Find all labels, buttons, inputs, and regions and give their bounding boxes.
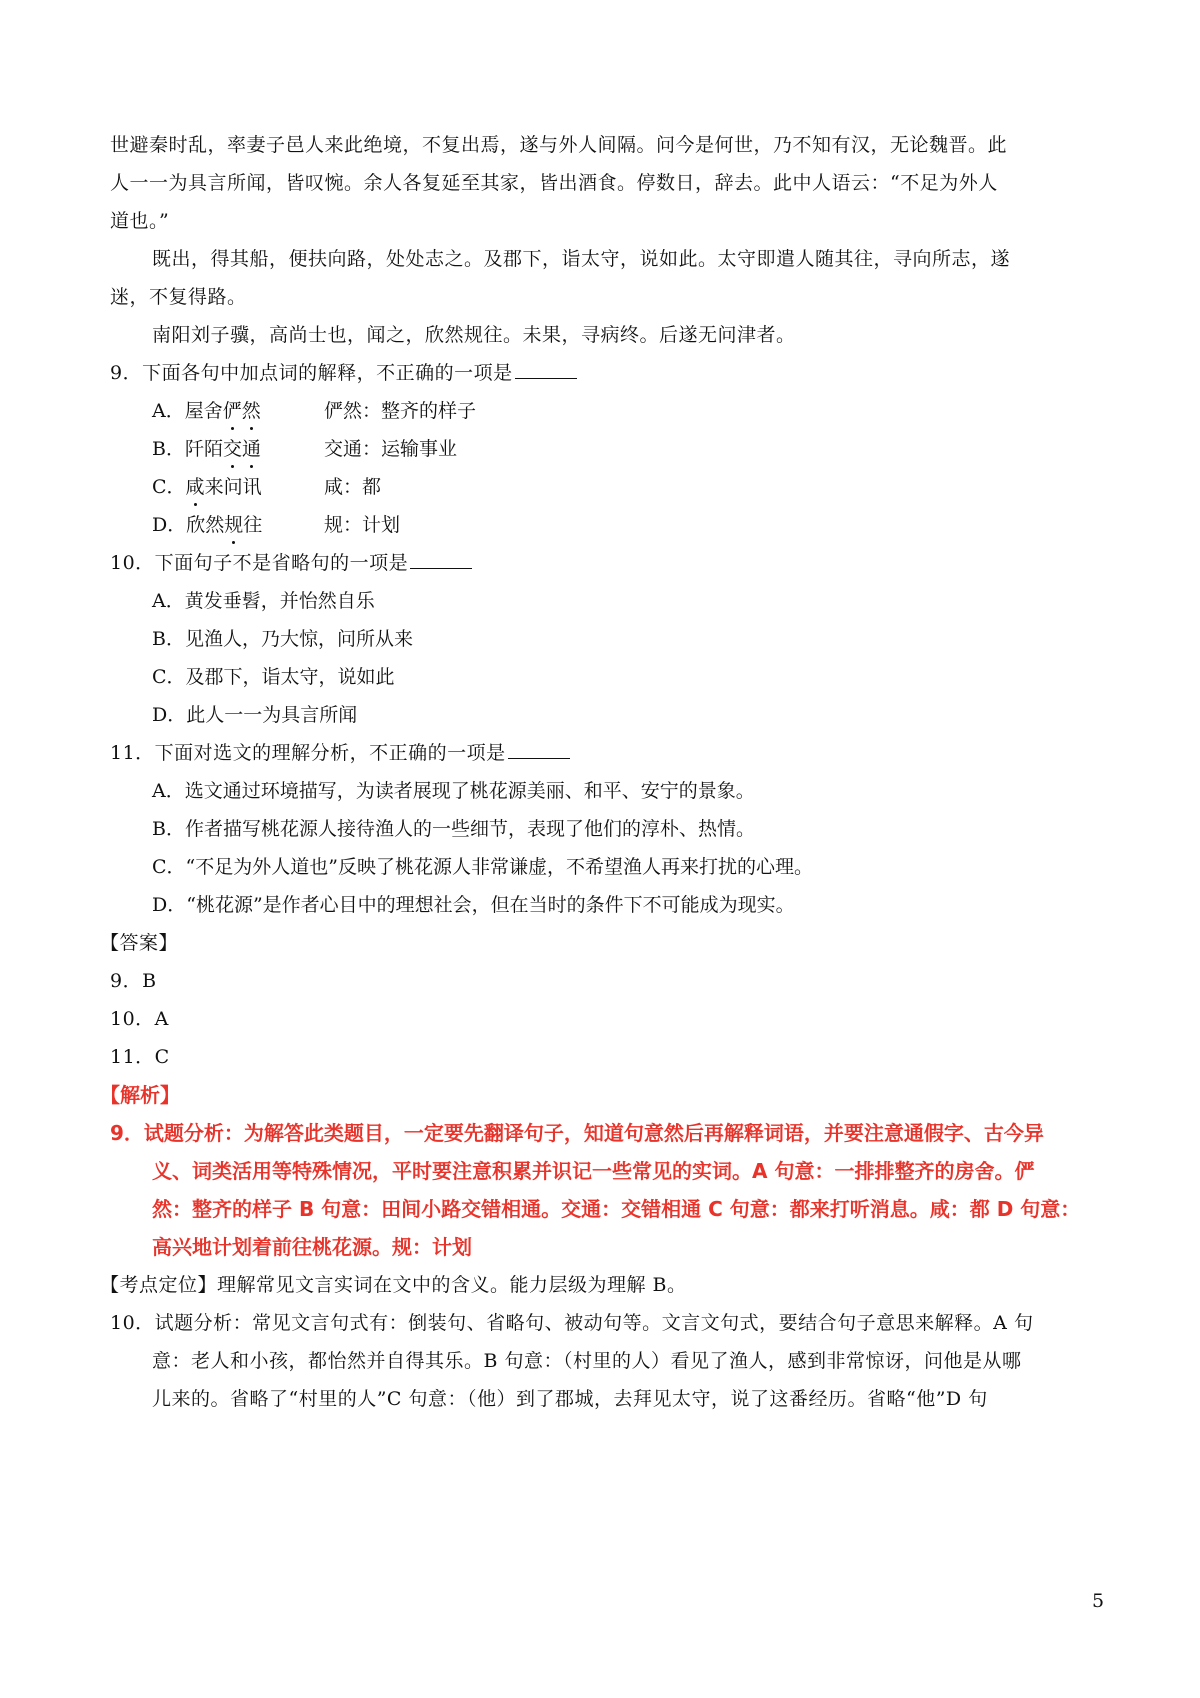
analysis-9-line: 然：整齐的样子 B 句意：田间小路交错相通。交通：交错相通 C 句意：都来打听消息。咸：都 D 句意： — [152, 1197, 1081, 1221]
option-d-explanation: 规：计划 — [324, 514, 401, 536]
question-11-option-c: C．“不足为外人道也”反映了桃花源人非常谦虚，不希望渔人再来打扰的心理。 — [152, 856, 813, 878]
question-10-option-d: D．此人一一为具言所闻 — [152, 704, 358, 726]
answer-blank — [508, 740, 570, 759]
question-11-stem — [110, 740, 1110, 766]
dotted-chars — [223, 400, 261, 422]
passage-line: 世避秦时乱，率妻子邑人来此绝境，不复出焉，遂与外人间隔。问今是何世，乃不知有汉，无论魏晋。此 — [110, 134, 1008, 156]
question-9-stem — [110, 360, 1110, 386]
answer-blank — [410, 550, 472, 569]
dotted-char: 交 — [222, 438, 242, 460]
answer-10: 10．A — [110, 1008, 169, 1030]
option-text: 来问讯 — [204, 476, 262, 498]
analysis-header: 【解析】 — [100, 1083, 180, 1107]
option-text: A．屋舍 — [152, 400, 223, 422]
dotted-char: 通 — [241, 438, 261, 460]
kaodian-line: 【考点定位】理解常见文言实词在文中的含义。能力层级为理解 B。 — [100, 1274, 687, 1296]
page-number: 5 — [1092, 1590, 1105, 1612]
question-10-option-c: C．及郡下，诣太守，说如此 — [152, 666, 395, 688]
question-9-text: 9．下面各句中加点词的解释，不正确的一项是 — [110, 362, 513, 384]
answer-header: 【答案】 — [100, 932, 179, 954]
question-10-option-a: A．黄发垂髫，并怡然自乐 — [152, 590, 375, 612]
analysis-10-line: 10．试题分析：常见文言句式有：倒装句、省略句、被动句等。文言文句式，要结合句子意思来解释。A 句 — [110, 1312, 1034, 1334]
passage-line: 道也。” — [110, 210, 170, 232]
dotted-chars: 咸 — [185, 476, 205, 498]
dotted-word — [223, 400, 261, 422]
option-text: B．阡陌 — [152, 438, 223, 460]
analysis-9-line: 义、词类活用等特殊情况，平时要注意积累并识记一些常见的实词。A 句意：一排排整齐的房舍。俨 — [152, 1159, 1035, 1183]
analysis-9-line: 9．试题分析：为解答此类题目，一定要先翻译句子，知道句意然后再解释词语，并要注意通假字、古今异 — [110, 1121, 1044, 1145]
option-text: C． — [152, 476, 186, 498]
passage-line: 人一一为具言所闻，皆叹惋。余人各复延至其家，皆出酒食。停数日，辞去。此中人语云：“不足为外人 — [110, 172, 998, 194]
answer-blank — [515, 360, 577, 379]
question-10-stem — [110, 550, 1110, 576]
passage-line: 南阳刘子骥，高尚士也，闻之，欣然规往。未果，寻病终。后遂无问津者。 — [152, 324, 796, 346]
option-text: 往 — [243, 514, 263, 536]
option-b-explanation: 交通：运输事业 — [324, 438, 458, 460]
answer-9: 9．B — [110, 970, 157, 992]
question-11-option-d: D．“桃花源”是作者心目中的理想社会，但在当时的条件下不可能成为现实。 — [152, 894, 795, 916]
analysis-10-line: 意：老人和小孩，都怡然并自得其乐。B 句意：（村里的人）看见了渔人，感到非常惊讶，问他是从哪 — [152, 1350, 1022, 1372]
dotted-char: 俨 — [222, 400, 242, 422]
question-10-text: 10．下面句子不是省略句的一项是 — [110, 552, 409, 574]
passage-line: 既出，得其船，便扶向路，处处志之。及郡下，诣太守，说如此。太守即遣人随其往，寻向所志，遂 — [152, 248, 1011, 270]
question-9-option-a — [152, 398, 261, 424]
question-11-text: 11．下面对选文的理解分析，不正确的一项是 — [110, 742, 506, 764]
question-10-option-b: B．见渔人，乃大惊，问所从来 — [152, 628, 413, 650]
question-11-option-b: B．作者描写桃花源人接待渔人的一些细节，表现了他们的淳朴、热情。 — [152, 818, 755, 840]
analysis-9-line: 高兴地计划着前往桃花源。规：计划 — [152, 1235, 472, 1259]
dotted-char: 然 — [241, 400, 261, 422]
dotted-chars: 规 — [224, 514, 244, 536]
analysis-10-line: 儿来的。省略了“村里的人”C 句意：（他）到了郡城，去拜见太守，说了这番经历。省略“他”D 句 — [152, 1388, 988, 1410]
question-9-option-b — [152, 436, 261, 462]
question-9-option-d — [152, 512, 262, 538]
question-9-option-c — [152, 474, 262, 500]
option-c-explanation: 咸：都 — [324, 476, 382, 498]
option-text: D．欣然 — [152, 514, 225, 536]
question-11-option-a: A．选文通过环境描写，为读者展现了桃花源美丽、和平、安宁的景象。 — [152, 780, 755, 802]
passage-line: 迷，不复得路。 — [110, 286, 247, 308]
option-a-explanation: 俨然：整齐的样子 — [324, 400, 477, 422]
dotted-chars — [223, 438, 261, 460]
answer-11: 11．C — [110, 1046, 170, 1068]
